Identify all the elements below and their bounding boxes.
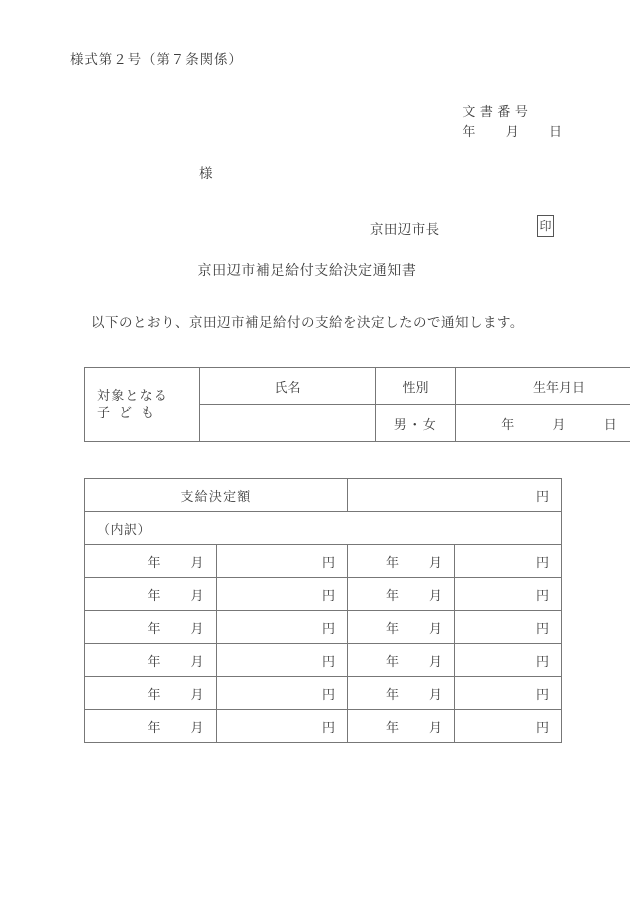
breakdown-right-amount-unit: 円: [535, 555, 549, 571]
breakdown-left-amount[interactable]: [216, 677, 348, 710]
table-row: [85, 644, 562, 677]
breakdown-right-amount-unit: 円: [535, 687, 549, 703]
breakdown-right-amount-unit: 円: [535, 621, 549, 637]
addressee-honorific: 様: [199, 166, 213, 182]
date-month-label: 月: [505, 125, 519, 140]
birth-month-label: 月: [552, 417, 566, 433]
birth-day-label: 日: [603, 417, 617, 433]
breakdown-right-period[interactable]: [348, 644, 455, 677]
breakdown-left-month: 月: [190, 588, 204, 604]
header-child-birthdate: 生年月日: [456, 368, 630, 405]
breakdown-left-amount-unit: 円: [321, 588, 335, 604]
breakdown-left-year: 年: [147, 555, 161, 571]
table-row: [85, 578, 562, 611]
breakdown-left-amount[interactable]: [216, 611, 348, 644]
breakdown-left-amount-unit: 円: [321, 654, 335, 670]
breakdown-left-month: 月: [190, 654, 204, 670]
breakdown-left-amount[interactable]: [216, 644, 348, 677]
breakdown-left-period[interactable]: [85, 710, 217, 743]
breakdown-right-month: 月: [428, 555, 442, 571]
decision-amount-unit: 円: [535, 489, 549, 505]
birth-year-label: 年: [501, 417, 515, 433]
breakdown-left-amount-unit: 円: [321, 621, 335, 637]
child-row-label: [85, 368, 200, 442]
breakdown-right-period[interactable]: [348, 611, 455, 644]
breakdown-left-period[interactable]: [85, 545, 217, 578]
breakdown-left-amount-unit: 円: [321, 720, 335, 736]
page-title-text: 京田辺市補足給付支給決定通知書: [197, 263, 417, 279]
header-child-name: 氏名: [200, 368, 376, 405]
field-child-sex[interactable]: [376, 405, 456, 442]
date-year-label: 年: [462, 125, 476, 140]
breakdown-left-month: 月: [190, 720, 204, 736]
breakdown-right-year: 年: [385, 588, 399, 604]
breakdown-right-period[interactable]: [348, 545, 455, 578]
breakdown-left-year: 年: [147, 720, 161, 736]
breakdown-left-year: 年: [147, 654, 161, 670]
child-info-table: [84, 367, 630, 442]
breakdown-left-period[interactable]: [85, 677, 217, 710]
breakdown-left-year: 年: [147, 621, 161, 637]
breakdown-right-amount[interactable]: [455, 644, 562, 677]
breakdown-right-amount[interactable]: [455, 677, 562, 710]
child-row-label-line2: 子ども: [97, 405, 164, 421]
breakdown-right-amount[interactable]: [455, 710, 562, 743]
breakdown-right-amount-unit: 円: [535, 654, 549, 670]
breakdown-right-year: 年: [385, 555, 399, 571]
breakdown-left-amount-unit: 円: [321, 555, 335, 571]
table-row: [85, 512, 562, 545]
document-meta-block: [462, 103, 562, 143]
table-row: [85, 368, 630, 405]
breakdown-left-year: 年: [147, 588, 161, 604]
table-row: [85, 545, 562, 578]
breakdown-right-amount-unit: 円: [535, 588, 549, 604]
field-child-sex-options: 男・女: [393, 417, 438, 433]
breakdown-right-year: 年: [385, 687, 399, 703]
table-row: [85, 710, 562, 743]
breakdown-section-label: （内訳）: [85, 512, 562, 545]
breakdown-right-period[interactable]: [348, 578, 455, 611]
breakdown-left-month: 月: [190, 555, 204, 571]
page-title: [0, 260, 630, 280]
breakdown-left-period[interactable]: [85, 644, 217, 677]
decision-amount-value[interactable]: [348, 479, 562, 512]
breakdown-left-period[interactable]: [85, 611, 217, 644]
breakdown-right-month: 月: [428, 720, 442, 736]
breakdown-right-amount[interactable]: [455, 611, 562, 644]
document-date-line: [462, 123, 562, 143]
issuer-name: 京田辺市長: [370, 222, 440, 238]
seal-stamp-box: 印: [537, 215, 554, 237]
breakdown-right-month: 月: [428, 621, 442, 637]
payment-decision-table: [84, 478, 562, 743]
breakdown-right-year: 年: [385, 720, 399, 736]
breakdown-left-amount[interactable]: [216, 710, 348, 743]
breakdown-left-amount[interactable]: [216, 578, 348, 611]
breakdown-left-amount[interactable]: [216, 545, 348, 578]
child-row-label-line1: 対象となる: [97, 388, 169, 404]
header-child-sex: 性別: [376, 368, 456, 405]
breakdown-right-month: 月: [428, 654, 442, 670]
breakdown-left-month: 月: [190, 687, 204, 703]
form-number: 様式第２号（第７条関係）: [70, 52, 243, 68]
breakdown-right-month: 月: [428, 687, 442, 703]
breakdown-right-year: 年: [385, 621, 399, 637]
date-day-label: 日: [548, 125, 562, 140]
table-row: [85, 479, 562, 512]
decision-amount-label: 支給決定額: [85, 479, 348, 512]
breakdown-left-year: 年: [147, 687, 161, 703]
issuer-row: [370, 215, 562, 239]
breakdown-right-year: 年: [385, 654, 399, 670]
breakdown-right-amount-unit: 円: [535, 720, 549, 736]
breakdown-right-period[interactable]: [348, 677, 455, 710]
breakdown-right-period[interactable]: [348, 710, 455, 743]
breakdown-right-amount[interactable]: [455, 578, 562, 611]
breakdown-right-month: 月: [428, 588, 442, 604]
table-row: [85, 611, 562, 644]
breakdown-left-period[interactable]: [85, 578, 217, 611]
intro-paragraph: 以下のとおり、京田辺市補足給付の支給を決定したので通知します。: [91, 315, 524, 331]
breakdown-left-amount-unit: 円: [321, 687, 335, 703]
document-number-label: 文書番号: [462, 105, 533, 120]
breakdown-right-amount[interactable]: [455, 545, 562, 578]
breakdown-left-month: 月: [190, 621, 204, 637]
field-child-name[interactable]: [200, 405, 376, 442]
table-row: [85, 677, 562, 710]
field-child-birthdate[interactable]: [456, 405, 630, 442]
